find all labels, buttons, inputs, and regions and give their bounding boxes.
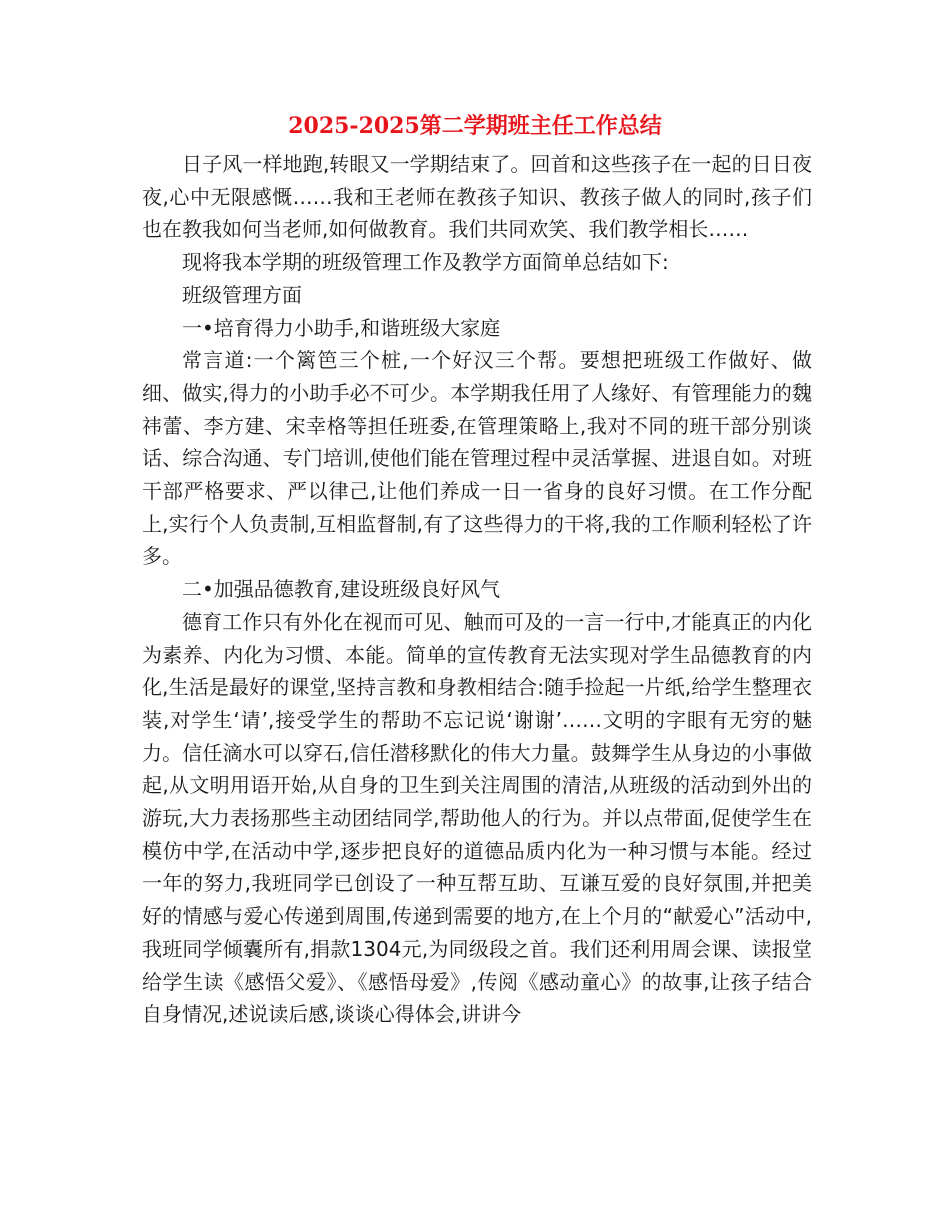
document-body <box>142 148 812 1031</box>
section-heading-class-management: 班级管理方面 <box>182 282 302 307</box>
subheading-one: 一•培育得力小助手,和谐班级大家庭 <box>182 315 501 340</box>
paragraph-moral-education: 德育工作只有外化在视而可见、触而可及的一言一行中,才能真正的内化为素养、内化为习惯、本能。简单的宣传教育无法实现对学生品德教育的内化,生活是最好的课堂,坚持言教和身教相结合:随手捡起一片纸,给学生整理衣装,对学生‘请’,接受学生的帮助不忘记说‘谢谢’……文明的字眼有无穷的魅力。信任滴水可以穿石,信任潜移默化的伟大力量。鼓舞学生从身边的小事做起,从文明用语开始,从自身的卫生到关注周围的清洁,从班级的活动到外出的游玩,大力表扬那些主动团结同学,帮助他人的行为。并以点带面,促使学生在模仿中学,在活动中学,逐步把良好的道德品质内化为一种习惯与本能。经过一年的努力,我班同学已创设了一种互帮互助、互谦互爱的良好氛围,并把美好的情感与爱心传递到周围,传递到需要的地方,在上个月的“献爱心”活动中,我班同学倾囊所有,捐款1304元,为同级段之首。我们还利用周会课、读报堂给学生读《感悟父爱》、《感悟母爱》,传阅《感动童心》的故事,让孩子结合自身情况,述说读后感,谈谈心得体会,讲讲今 <box>142 609 812 1027</box>
paragraph-class-helpers: 常言道:一个篱笆三个桩,一个好汉三个帮。要想把班级工作做好、做细、做实,得力的小助手必不可少。本学期我任用了人缘好、有管理能力的魏祎蕾、李方建、宋幸格等担任班委,在管理策略上,我对不同的班干部分别谈话、综合沟通、专门培训,使他们能在管理过程中灵活掌握、进退自如。对班干部严格要求、严以律己,让他们养成一日一省身的良好习惯。在工作分配上,实行个人负责制,互相监督制,有了这些得力的干将,我的工作顺利轻松了许多。 <box>142 348 812 569</box>
subheading-two: 二•加强品德教育,建设班级良好风气 <box>182 577 501 602</box>
paragraph-intro: 日子风一样地跑,转眼又一学期结束了。回首和这些孩子在一起的日日夜夜,心中无限感慨……我和王老师在教孩子知识、教孩子做人的同时,孩子们也在教我如何当老师,如何做教育。我们共同欢笑、我们教学相长…… <box>142 152 812 242</box>
paragraph-summary-lead: 现将我本学期的班级管理工作及教学方面简单总结如下: <box>182 250 669 275</box>
document-title: 2025-2025第二学期班主任工作总结 <box>288 113 662 139</box>
